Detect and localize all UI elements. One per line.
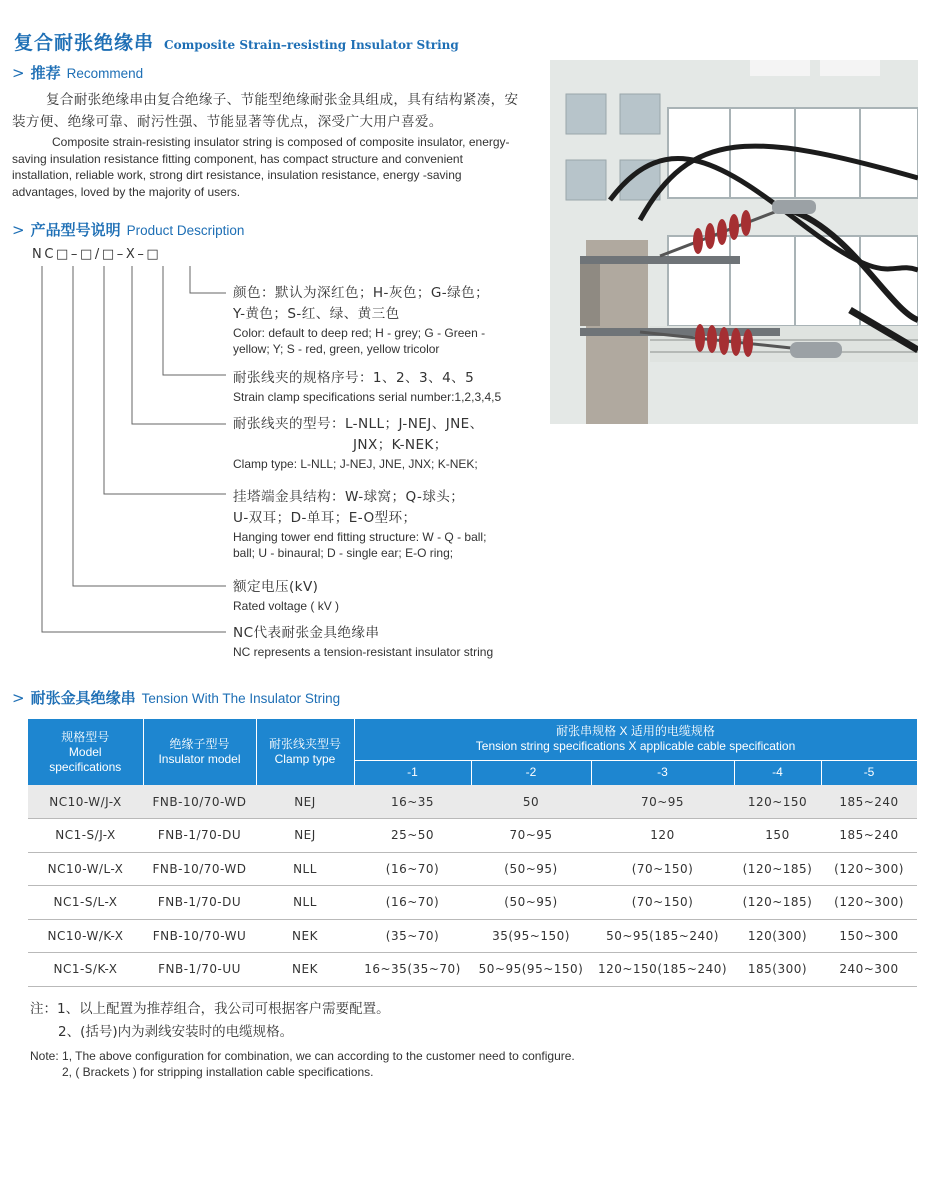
desc-voltage [233, 577, 339, 614]
table-cell: 50~95(95~150) [471, 953, 591, 987]
sub-header-2: -2 [471, 760, 591, 785]
table-cell: NC1-S/L-X [28, 886, 143, 920]
col-header-clamp-en: Clamp type [274, 752, 336, 766]
col-header-insulator [143, 719, 256, 785]
table-cell: NEJ [256, 819, 354, 853]
col-header-insulator-cn: 绝缘子型号 [169, 737, 230, 751]
table-cell: 120(300) [734, 919, 821, 953]
desc-tower-fitting-cn1: 挂塔端金具结构：W-球窝；Q-球头； [233, 489, 465, 505]
description-heading [12, 219, 244, 240]
desc-tower-fitting [233, 487, 486, 561]
recommend-heading-en: Recommend [66, 66, 144, 81]
col-header-model-cn: 规格型号 [61, 729, 110, 744]
desc-clamp-type-cn2: JNX；K-NEK； [353, 437, 448, 453]
table-cell: 120~150(185~240) [591, 953, 734, 987]
table-row [28, 785, 917, 819]
table-cell: NLL [256, 886, 354, 920]
note-en-2: 2, ( Brackets ) for stripping installation cable specifications. [62, 1065, 374, 1079]
table-cell: (120~300) [821, 886, 917, 920]
table-cell: FNB-10/70-WU [143, 919, 256, 953]
table-cell: (120~300) [821, 852, 917, 886]
desc-color-en2: yellow; Y; S - red, green, yellow tricolor [233, 342, 440, 356]
table-cell: (50~95) [471, 852, 591, 886]
page-title [14, 28, 459, 55]
table-cell: (70~150) [591, 886, 734, 920]
recommend-heading [12, 62, 143, 83]
recommend-text-cn: 复合耐张绝缘串由复合绝缘子、节能型绝缘耐张金具组成，具有结构紧凑，安装方便、绝缘可靠、耐污性强、节能显著等优点，深受广大用户喜爱。 [12, 92, 519, 130]
table-row [28, 886, 917, 920]
tension-heading-cn: 耐张金具绝缘串 [30, 689, 136, 707]
table-cell: NEK [256, 953, 354, 987]
desc-color-en1: Color: default to deep red; H - grey; G - Green - [233, 326, 486, 340]
chevron-right-icon: > [12, 64, 25, 82]
table-cell: (70~150) [591, 852, 734, 886]
notes [30, 998, 575, 1080]
desc-voltage-cn: 额定电压(kV) [233, 579, 319, 595]
col-header-model-en1: Model [68, 744, 102, 759]
chevron-right-icon: > [12, 689, 25, 707]
title-en: Composite Strain–resisting Insulator String [164, 38, 459, 52]
title-cn: 复合耐张绝缘串 [14, 32, 155, 54]
table-cell: NC10-W/L-X [28, 852, 143, 886]
spec-table [28, 719, 918, 987]
model-code: NC□–□/□–X–□ [32, 247, 162, 262]
desc-clamp-serial-en: Strain clamp specifications serial number:1,2,3,4,5 [233, 390, 502, 404]
table-cell: FNB-10/70-WD [143, 785, 256, 819]
table-cell: NC10-W/K-X [28, 919, 143, 953]
table-cell: (16~70) [354, 852, 471, 886]
col-header-model [28, 719, 143, 785]
table-cell: FNB-1/70-UU [143, 953, 256, 987]
table-cell: 25~50 [354, 819, 471, 853]
table-cell: (16~70) [354, 886, 471, 920]
desc-clamp-serial-cn: 耐张线夹的规格序号：1、2、3、4、5 [233, 370, 475, 386]
table-cell: NEJ [256, 785, 354, 819]
product-photo [550, 60, 918, 424]
table-cell: (120~185) [734, 886, 821, 920]
table-cell: (35~70) [354, 919, 471, 953]
col-header-model-en2: specifications [49, 759, 122, 774]
table-row [28, 852, 917, 886]
note-en-1: Note: 1, The above configuration for combination, we can according to the customer need to configure. [30, 1049, 575, 1063]
table-cell: 70~95 [591, 785, 734, 819]
desc-voltage-en: Rated voltage ( kV ) [233, 599, 340, 613]
desc-nc-cn: NC代表耐张金具绝缘串 [233, 625, 380, 641]
desc-color [233, 283, 489, 357]
sub-header-5: -5 [821, 760, 917, 785]
table-row [28, 819, 917, 853]
table-cell: NC1-S/J-X [28, 819, 143, 853]
col-header-clamp [256, 719, 354, 785]
table-row [28, 953, 917, 987]
insulator-photo-illustration [550, 60, 918, 424]
desc-clamp-type-en: Clamp type: L-NLL; J-NEJ, JNE, JNX; K-NEK; [233, 457, 478, 471]
sub-header-1: -1 [354, 760, 471, 785]
description-heading-cn: 产品型号说明 [30, 221, 121, 239]
table-cell: 150 [734, 819, 821, 853]
table-cell: NLL [256, 852, 354, 886]
table-cell: 150~300 [821, 919, 917, 953]
desc-clamp-type [233, 414, 484, 472]
note-cn-1: 注：1、以上配置为推荐组合，我公司可根据客户需要配置。 [30, 1001, 390, 1017]
sub-header-4: -4 [734, 760, 821, 785]
table-cell: 185~240 [821, 785, 917, 819]
col-header-insulator-en: Insulator model [158, 752, 241, 766]
desc-tower-fitting-en2: ball; U - binaural; D - single ear; E-O ring; [233, 546, 454, 560]
tension-heading [12, 687, 340, 708]
col-header-span [354, 719, 917, 760]
sub-header-3: -3 [591, 760, 734, 785]
desc-tower-fitting-cn2: U-双耳；D-单耳；E-O型环； [233, 510, 417, 526]
table-cell: 16~35(35~70) [354, 953, 471, 987]
description-heading-en: Product Description [126, 223, 245, 238]
table-cell: 185(300) [734, 953, 821, 987]
table-cell: 120~150 [734, 785, 821, 819]
table-cell: NC1-S/K-X [28, 953, 143, 987]
table-cell: 185~240 [821, 819, 917, 853]
table-cell: 50~95(185~240) [591, 919, 734, 953]
recommend-text-en: Composite strain-resisting insulator string is composed of composite insulator, energy-saving insulation resistance fitting component, has compact structure and convenient installation, reliable work, strong dirt resistance, insulation resistance, energy -saving advantages, loved by the majority of users. [12, 135, 510, 199]
table-cell: (50~95) [471, 886, 591, 920]
table-cell: FNB-1/70-DU [143, 886, 256, 920]
tension-heading-en: Tension With The Insulator String [141, 691, 341, 706]
recommend-heading-cn: 推荐 [30, 64, 61, 82]
note-cn-2: 2、(括号)内为剥线安装时的电缆规格。 [58, 1024, 294, 1040]
table-cell: NC10-W/J-X [28, 785, 143, 819]
chevron-right-icon: > [12, 221, 25, 239]
table-cell: 16~35 [354, 785, 471, 819]
spec-table-wrapper [28, 719, 917, 987]
desc-clamp-serial [233, 368, 501, 405]
col-header-clamp-cn: 耐张线夹型号 [268, 737, 341, 751]
desc-color-cn1: 颜色：默认为深红色；H-灰色；G-绿色； [233, 285, 490, 301]
desc-nc-en: NC represents a tension-resistant insulator string [233, 645, 494, 659]
col-header-span-cn: 耐张串规格 X 适用的电缆规格 [556, 724, 715, 739]
desc-color-cn2: Y-黄色；S-红、绿、黄三色 [233, 306, 400, 322]
table-cell: 35(95~150) [471, 919, 591, 953]
table-row [28, 919, 917, 953]
desc-clamp-type-cn1: 耐张线夹的型号：L-NLL；J-NEJ、JNE、 [233, 416, 484, 432]
desc-nc [233, 623, 493, 660]
col-header-span-en: Tension string specifications X applicable cable specification [475, 739, 796, 754]
table-cell: 240~300 [821, 953, 917, 987]
table-cell: FNB-1/70-DU [143, 819, 256, 853]
table-cell: NEK [256, 919, 354, 953]
desc-tower-fitting-en1: Hanging tower end fitting structure: W - Q - ball; [233, 530, 487, 544]
table-cell: 50 [471, 785, 591, 819]
table-cell: 70~95 [471, 819, 591, 853]
table-cell: FNB-10/70-WD [143, 852, 256, 886]
table-cell: 120 [591, 819, 734, 853]
table-cell: (120~185) [734, 852, 821, 886]
